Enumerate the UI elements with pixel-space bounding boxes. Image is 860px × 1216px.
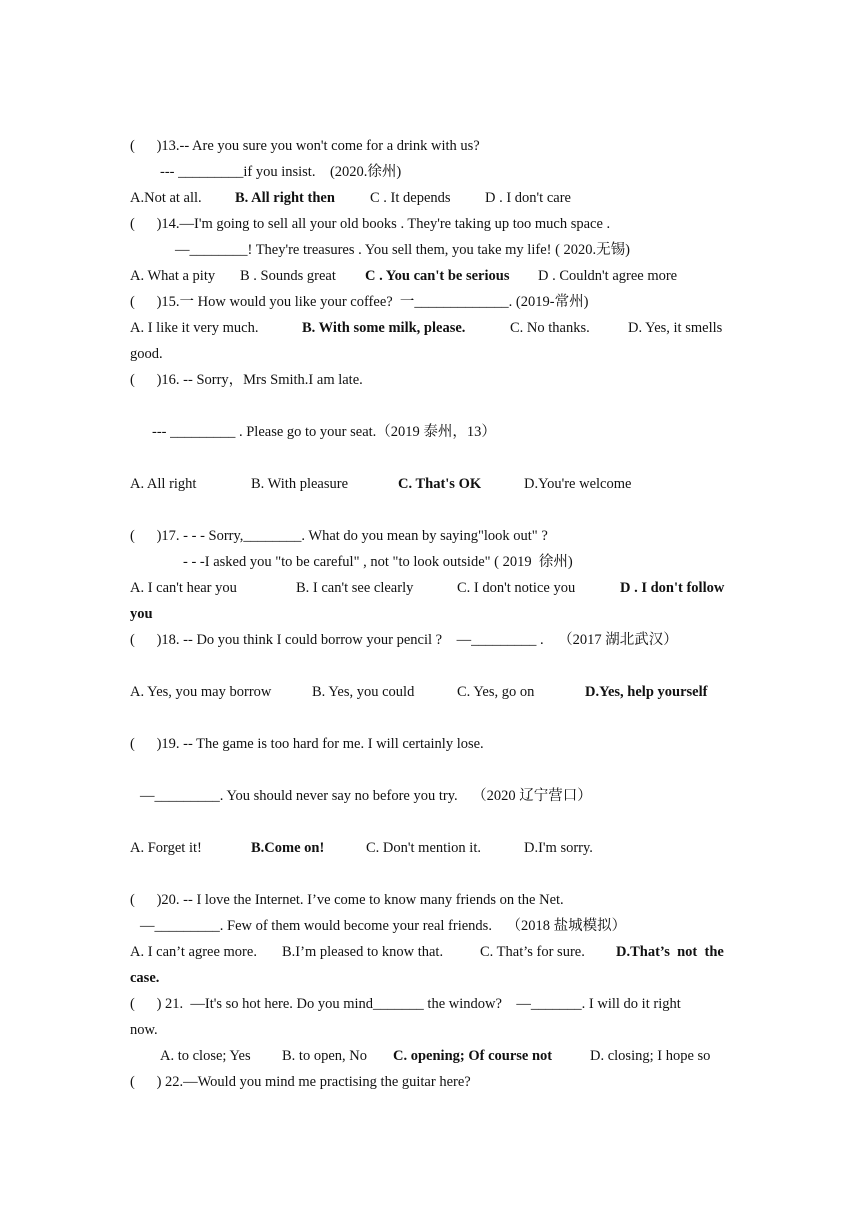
question-21-option-c: C. opening; Of course not — [393, 1048, 553, 1064]
question-18-options — [130, 679, 730, 705]
question-16-option-d: D.You're welcome — [524, 476, 632, 492]
question-21-options — [160, 1043, 730, 1069]
question-19-reply: —_________. You should never say no before you try. （2020 辽宁营口） — [140, 788, 592, 804]
question-15-option-a: A. I like it very much. — [130, 320, 259, 336]
question-21-stem: ( ) 21. —It's so hot here. Do you mind_______ the window? —_______. I will do it right — [130, 996, 681, 1012]
question-18-option-b: B. Yes, you could — [312, 684, 415, 700]
question-16-option-c: C. That's OK — [398, 476, 482, 492]
question-13-reply: --- _________if you insist. (2020.徐州) — [160, 164, 402, 180]
question-20-options — [130, 939, 730, 965]
question-18-stem: ( )18. -- Do you think I could borrow your pencil ? —_________ . （2017 湖北武汉） — [130, 632, 678, 648]
question-16-options — [130, 471, 730, 497]
question-20-reply: —_________. Few of them would become your real friends. （2018 盐城模拟） — [140, 918, 627, 934]
question-20-option-c: C. That’s for sure. — [480, 944, 585, 960]
question-14-option-c: C . You can't be serious — [365, 268, 510, 284]
question-18-option-c: C. Yes, go on — [457, 684, 535, 700]
question-13-option-b: B. All right then — [235, 190, 335, 206]
question-16-option-a: A. All right — [130, 476, 197, 492]
question-18-option-d: D.Yes, help yourself — [585, 684, 708, 700]
question-15-option-b: B. With some milk, please. — [302, 320, 466, 336]
question-13-stem: ( )13.-- Are you sure you won't come for a drink with us? — [130, 138, 480, 154]
question-14-option-b: B . Sounds great — [240, 268, 336, 284]
question-19-options — [130, 835, 730, 861]
question-13-option-a: A.Not at all. — [130, 190, 202, 206]
question-14-option-a: A. What a pity — [130, 268, 216, 284]
question-14-option-d: D . Couldn't agree more — [538, 268, 678, 284]
question-17-stem: ( )17. - - - Sorry,________. What do you mean by saying"look out" ? — [130, 528, 548, 544]
question-14-stem: ( )14.—I'm going to sell all your old books . They're taking up too much space . — [130, 216, 611, 232]
question-20-stem: ( )20. -- I love the Internet. I’ve come to know many friends on the Net. — [130, 892, 564, 908]
question-21-stem-wrap: now. — [130, 1022, 158, 1038]
question-15-option-d: D. Yes, it smells — [628, 320, 723, 336]
question-19-option-c: C. Don't mention it. — [366, 840, 481, 856]
question-13-options — [130, 185, 730, 211]
question-20-option-a: A. I can’t agree more. — [130, 944, 257, 960]
question-16-reply: --- _________ . Please go to your seat.（2019 泰州，13） — [152, 424, 496, 440]
question-14-options — [130, 263, 730, 289]
question-15-stem: ( )15.一 How would you like your coffee? 一_____________. (2019-常州) — [130, 294, 589, 310]
question-21-option-a: A. to close; Yes — [160, 1048, 251, 1064]
question-20-option-d: D.That’s not the — [616, 944, 724, 960]
question-19-option-a: A. Forget it! — [130, 840, 202, 856]
question-19-option-b: B.Come on! — [251, 840, 325, 856]
question-13-option-c: C . It depends — [370, 190, 451, 206]
question-17-options — [130, 575, 730, 601]
question-14-reply: —________! They're treasures . You sell them, you take my life! ( 2020.无锡) — [175, 242, 630, 258]
question-15-option-c: C. No thanks. — [510, 320, 590, 336]
question-17-option-c: C. I don't notice you — [457, 580, 576, 596]
question-13-option-d: D . I don't care — [485, 190, 571, 206]
question-19-option-d: D.I'm sorry. — [524, 840, 593, 856]
question-20-options-wrap: case. — [130, 970, 160, 986]
question-16-stem: ( )16. -- Sorry，Mrs Smith.I am late. — [130, 372, 363, 388]
question-17-option-b: B. I can't see clearly — [296, 580, 414, 596]
question-22-stem: ( ) 22.—Would you mind me practising the guitar here? — [130, 1074, 471, 1090]
question-15-options-wrap: good. — [130, 346, 163, 362]
question-16-option-b: B. With pleasure — [251, 476, 349, 492]
question-18-option-a: A. Yes, you may borrow — [130, 684, 272, 700]
question-17-option-d: D . I don't follow — [620, 580, 725, 596]
question-19-stem: ( )19. -- The game is too hard for me. I will certainly lose. — [130, 736, 484, 752]
question-17-reply: - - -I asked you "to be careful" , not "to look outside" ( 2019 徐州) — [183, 554, 573, 570]
question-20-option-b: B.I’m pleased to know that. — [282, 944, 444, 960]
question-15-options — [130, 315, 730, 341]
question-17-options-wrap: you — [130, 606, 153, 622]
question-21-option-b: B. to open, No — [282, 1048, 367, 1064]
question-21-option-d: D. closing; I hope so — [590, 1048, 711, 1064]
question-17-option-a: A. I can't hear you — [130, 580, 237, 596]
